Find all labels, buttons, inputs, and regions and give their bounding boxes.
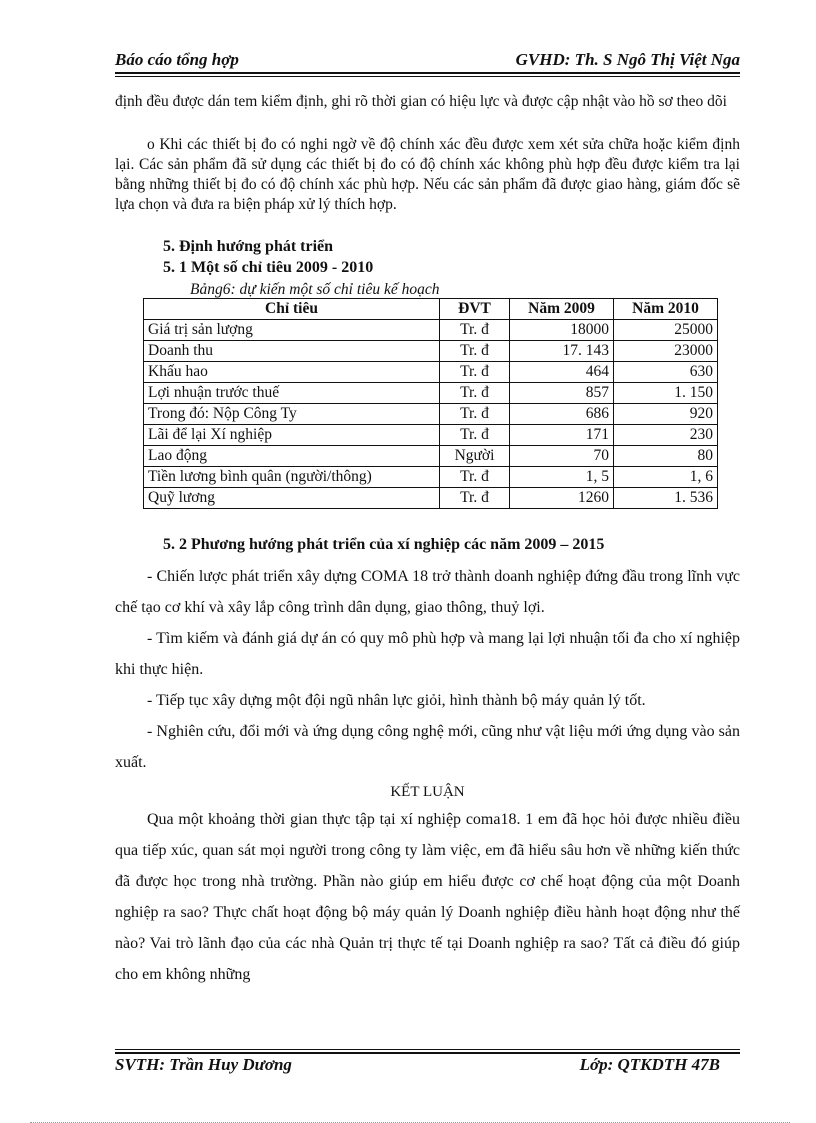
direction-item-4: - Nghiên cứu, đổi mới và ứng dụng công nghệ mới, cũng như vật liệu mới ứng dụng vào sản xuất. (115, 723, 740, 771)
table-cell: 1. 150 (614, 383, 718, 404)
plan-indicators-table (143, 298, 718, 509)
conclusion-title: KẾT LUẬN (390, 784, 465, 800)
table-cell: Doanh thu (144, 341, 440, 362)
table-cell: Tr. đ (440, 362, 510, 383)
table-cell: Tiền lương bình quân (người/thông) (144, 467, 440, 488)
table-cell: 80 (614, 446, 718, 467)
table-row (144, 467, 718, 488)
direction-item-1: - Chiến lược phát triển xây dựng COMA 18 trở thành doanh nghiệp đứng đầu trong lĩnh vực chế tạo cơ khí và xây lắp công trình dân dụng, giao thông, thuỷ lợi. (115, 568, 740, 616)
footer-rule-thick (115, 1052, 740, 1054)
table-cell: Lao động (144, 446, 440, 467)
table-cell: 1, 5 (510, 467, 614, 488)
table-row (144, 425, 718, 446)
table-row (144, 341, 718, 362)
table-row (144, 488, 718, 509)
section-5-1-title: 5. 1 Một số chỉ tiêu 2009 - 2010 (163, 259, 374, 276)
table-header-cell: ĐVT (440, 299, 510, 320)
table-cell: Tr. đ (440, 488, 510, 509)
table-row (144, 383, 718, 404)
table-row (144, 446, 718, 467)
table-cell: Tr. đ (440, 425, 510, 446)
header-report-title: Báo cáo tổng hợp (115, 50, 239, 69)
table-cell: Quỹ lương (144, 488, 440, 509)
table-cell: 1, 6 (614, 467, 718, 488)
footer-rule-thin (115, 1049, 740, 1050)
header-rule-thin (115, 76, 740, 77)
table-header-cell: Năm 2009 (510, 299, 614, 320)
table-header-cell: Chỉ tiêu (144, 299, 440, 320)
table-cell: 17. 143 (510, 341, 614, 362)
table-cell: 686 (510, 404, 614, 425)
page-header (115, 48, 740, 74)
table-cell: 25000 (614, 320, 718, 341)
table-header-cell: Năm 2010 (614, 299, 718, 320)
table-cell: Người (440, 446, 510, 467)
table-cell: 1. 536 (614, 488, 718, 509)
table-cell: 70 (510, 446, 614, 467)
table-cell: 23000 (614, 341, 718, 362)
footer-class: Lớp: QTKDTH 47B (579, 1055, 720, 1074)
table-cell: Tr. đ (440, 341, 510, 362)
table-cell: Tr. đ (440, 467, 510, 488)
table-cell: Lợi nhuận trước thuế (144, 383, 440, 404)
header-rule-thick (115, 72, 740, 74)
table-cell: Tr. đ (440, 320, 510, 341)
conclusion-paragraph: Qua một khoảng thời gian thực tập tại xí nghiệp coma18. 1 em đã học hỏi được nhiều điều qua tiếp xúc, quan sát mọi người trong công ty làm việc, em đã hiểu sâu hơn về những kiến thức đã được học trong nhà trường. Phần nào giúp em hiểu được cơ chế hoạt động của một Doanh nghiệp ra sao? Thực chất hoạt động bộ máy quản lý Doanh nghiệp điều hành hoạt động như thế nào? Vai trò lãnh đạo của các nhà Quản trị thực tế tại Doanh nghiệp ra sao? Tất cả điều đó giúp cho em không những (115, 811, 740, 983)
direction-item-2: - Tìm kiếm và đánh giá dự án có quy mô phù hợp và mang lại lợi nhuận tối đa cho xí nghiệp khi thực hiện. (115, 630, 740, 678)
table-cell: Lãi để lại Xí nghiệp (144, 425, 440, 446)
section-5-title: 5. Định hướng phát triển (163, 238, 334, 255)
table-header-row (144, 299, 718, 320)
table-cell: Tr. đ (440, 404, 510, 425)
table-cell: 464 (510, 362, 614, 383)
table-cell: 230 (614, 425, 718, 446)
table-caption: Bảng6: dự kiến một số chỉ tiêu kế hoạch (190, 281, 440, 298)
table-cell: Trong đó: Nộp Công Ty (144, 404, 440, 425)
intro-paragraph-1: định đều được dán tem kiểm định, ghi rõ thời gian có hiệu lực và được cập nhật vào hồ sơ theo dõi (115, 93, 727, 110)
table-cell: Khấu hao (144, 362, 440, 383)
table-cell: 857 (510, 383, 614, 404)
header-supervisor: GVHD: Th. S Ngô Thị Việt Nga (515, 50, 740, 69)
section-5-2-title: 5. 2 Phương hướng phát triển của xí nghiệp các năm 2009 – 2015 (163, 536, 605, 553)
direction-item-3: - Tiếp tục xây dựng một đội ngũ nhân lực giỏi, hình thành bộ máy quản lý tốt. (147, 692, 646, 709)
table-cell: 920 (614, 404, 718, 425)
table-row (144, 404, 718, 425)
table-row (144, 362, 718, 383)
table-row (144, 320, 718, 341)
table-cell: 18000 (510, 320, 614, 341)
table-cell: 171 (510, 425, 614, 446)
table-cell: Giá trị sản lượng (144, 320, 440, 341)
footer-student: SVTH: Trần Huy Dương (115, 1055, 292, 1074)
table-cell: 630 (614, 362, 718, 383)
intro-paragraph-2: o Khi các thiết bị đo có nghi ngờ về độ chính xác đều được xem xét sửa chữa hoặc kiểm định lại. Các sản phẩm đã sử dụng các thiết bị đo có độ chính xác không phù hợp đều được kiểm tra lại bằng những thiết bị đo có độ chính xác phù hợp. Nếu các sản phẩm đã được giao hàng, giám đốc sẽ lựa chọn và đưa ra biện pháp xử lý thích hợp. (115, 136, 740, 213)
table-cell: Tr. đ (440, 383, 510, 404)
table-cell: 1260 (510, 488, 614, 509)
